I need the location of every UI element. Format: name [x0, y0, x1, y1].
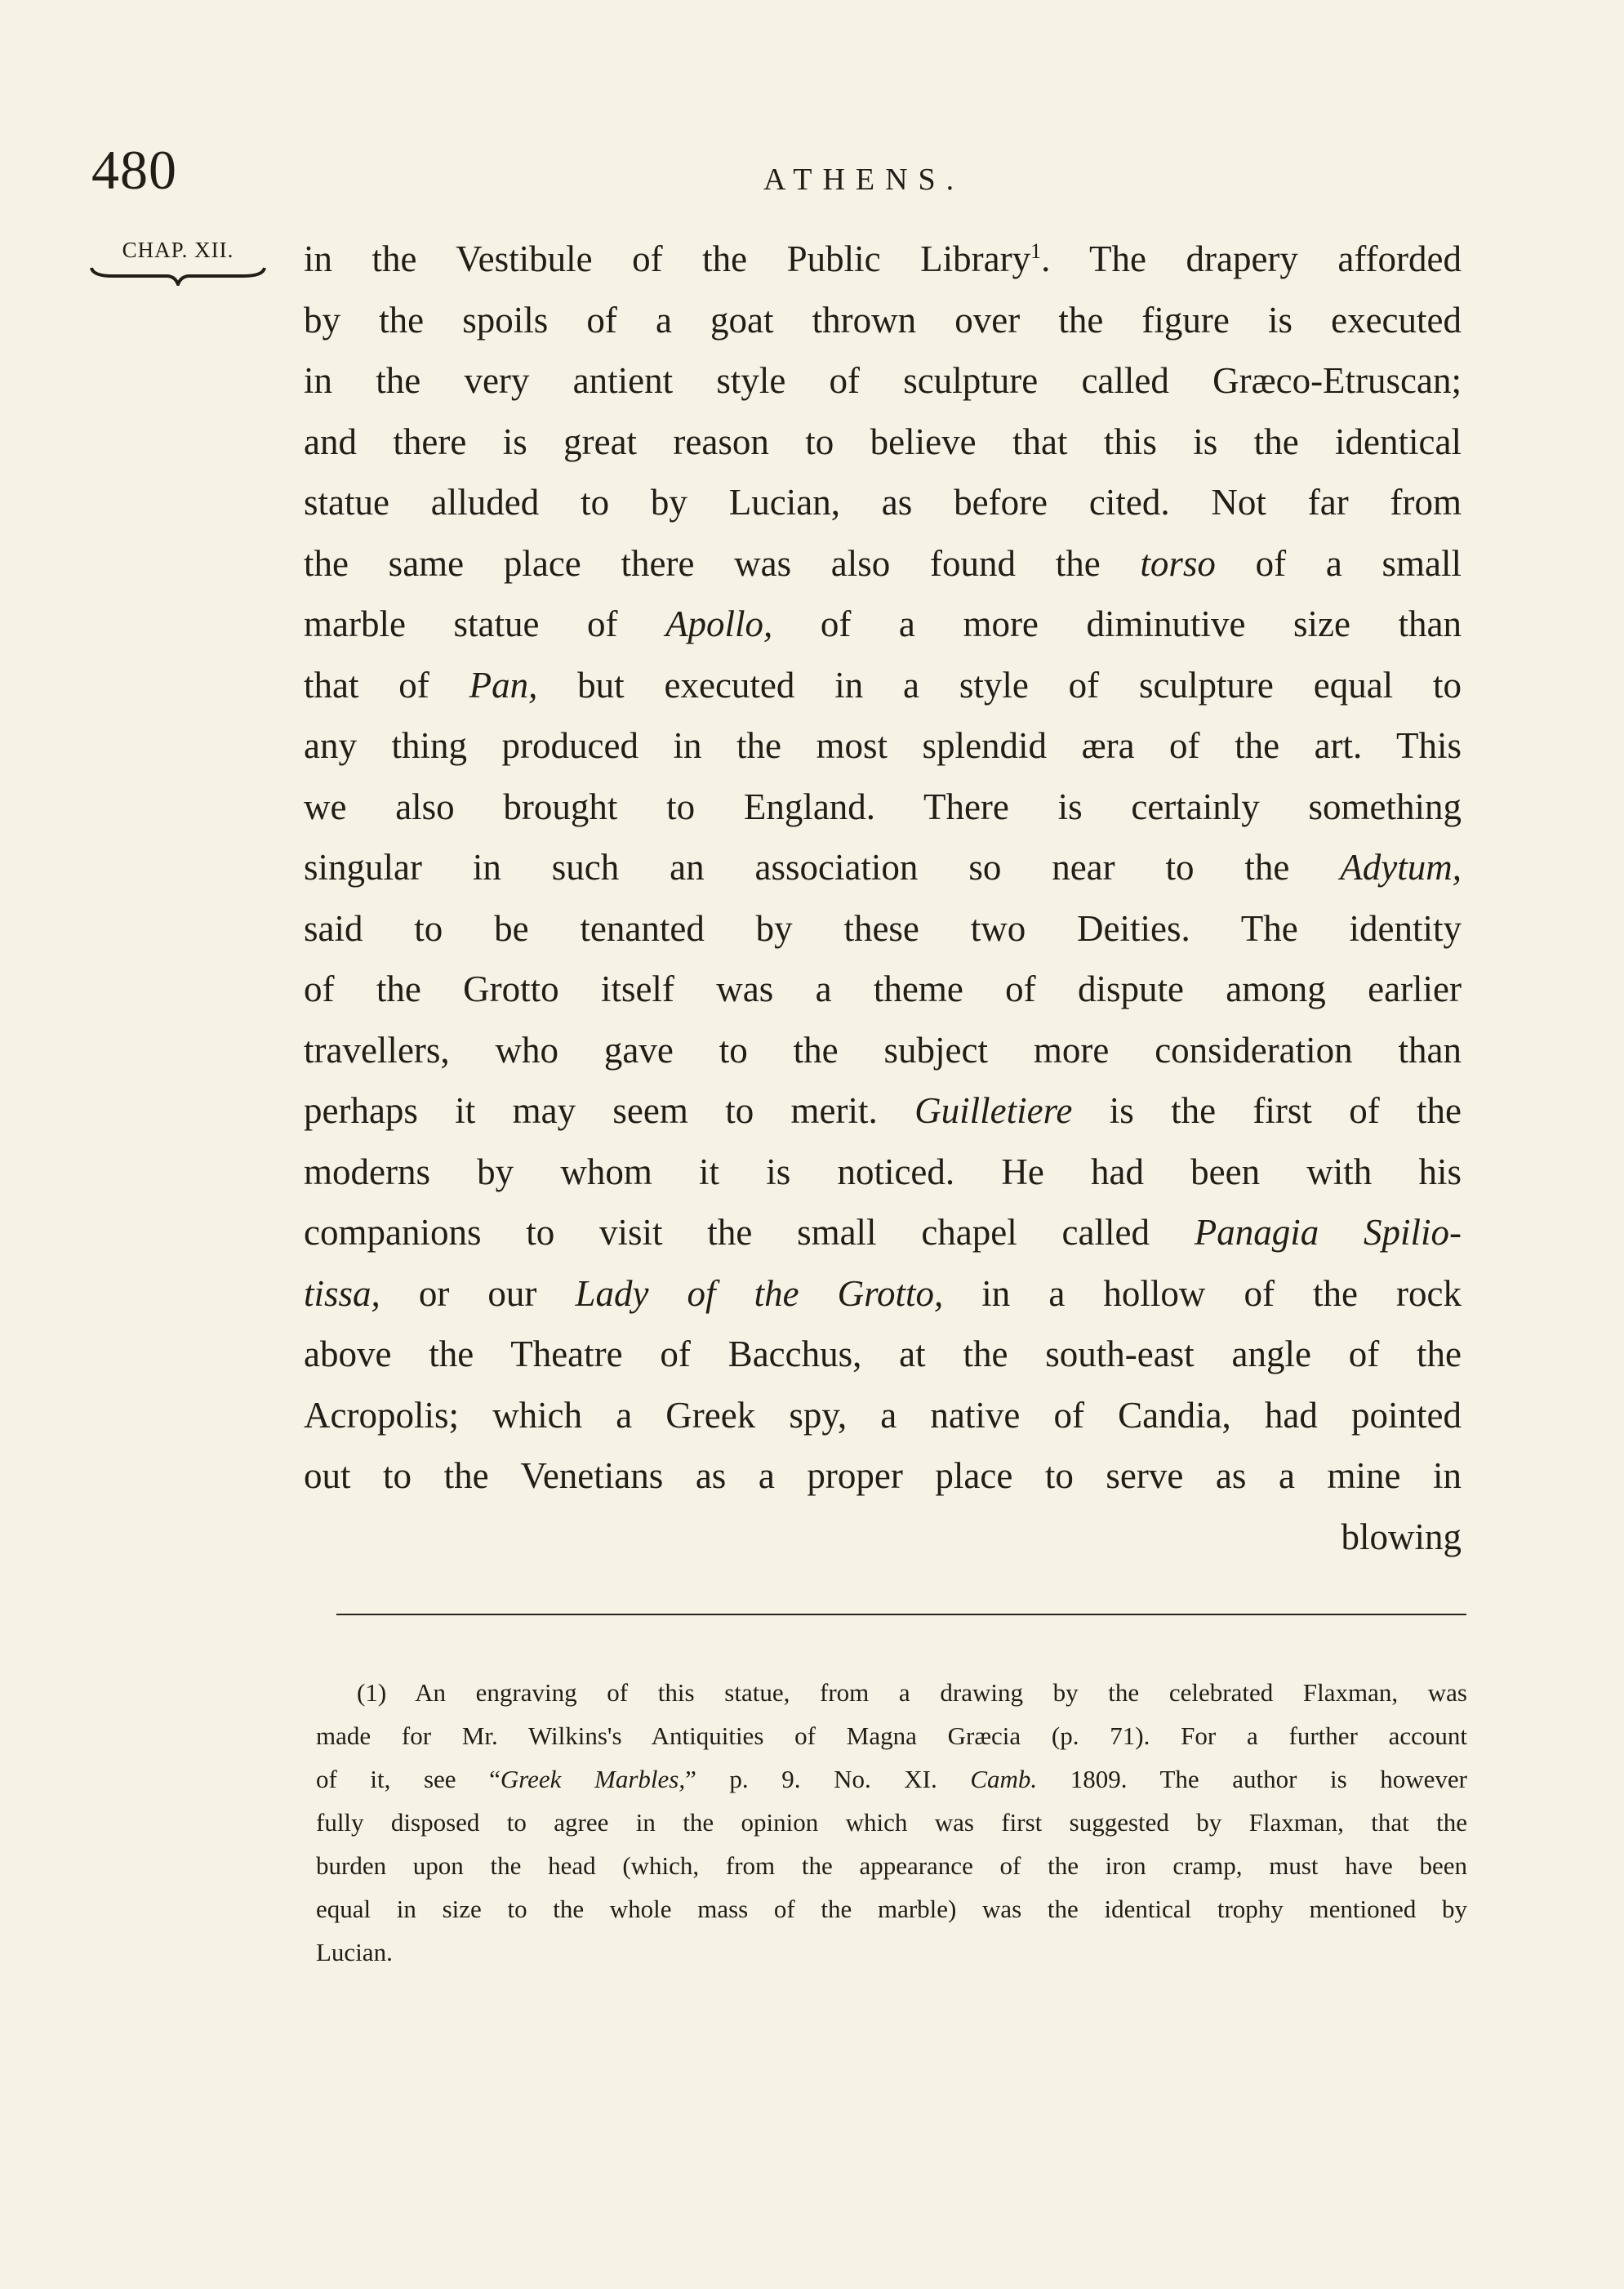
- body-line: [304, 1202, 1462, 1263]
- text-run: Acropolis; which a Greek spy, a native of Candia, had pointed: [304, 1394, 1462, 1436]
- body-line: [304, 1507, 1462, 1568]
- body-line: [304, 1142, 1462, 1203]
- footnote-line: [316, 1801, 1467, 1844]
- text-run: singular in such an association so near to the: [304, 847, 1341, 888]
- text-run: the same place there was also found the: [304, 542, 1141, 584]
- text-run: in a hollow of the rock: [943, 1272, 1462, 1314]
- text-run: Lucian.: [316, 1938, 393, 1966]
- footnote-line: [316, 1671, 1467, 1714]
- body-line: [304, 837, 1462, 898]
- footnote-line: [316, 1714, 1467, 1757]
- italic-text: Adytum,: [1340, 847, 1462, 888]
- footnote-line: [316, 1931, 1467, 1974]
- text-run: perhaps it may seem to merit.: [304, 1090, 915, 1131]
- footnotes: [316, 1671, 1467, 1974]
- body-line: [304, 412, 1462, 473]
- text-run: but executed in a style of sculpture equal to: [537, 664, 1462, 706]
- text-run: out to the Venetians as a proper place to serve as a mine in: [304, 1455, 1462, 1496]
- italic-text: tissa,: [304, 1272, 380, 1314]
- italic-text: Greek Marbles,: [500, 1765, 686, 1793]
- text-run: of a more diminutive size than: [772, 603, 1462, 644]
- italic-text: Panagia Spilio-: [1194, 1212, 1462, 1253]
- body-line: [304, 1324, 1462, 1385]
- text-run: in the Vestibule of the Public Library: [304, 238, 1031, 279]
- italic-text: Pan,: [469, 664, 538, 706]
- text-run: burden upon the head (which, from the appearance of the iron cramp, must have been: [316, 1851, 1467, 1880]
- body-line: [304, 959, 1462, 1020]
- body-line: [304, 1385, 1462, 1446]
- text-run: 1809. The author is however: [1037, 1765, 1468, 1793]
- body-line: [304, 594, 1462, 655]
- text-run: statue alluded to by Lucian, as before cited. Not far from: [304, 482, 1462, 523]
- text-run: of the Grotto itself was a theme of dispute among earlier: [304, 969, 1462, 1009]
- text-run: ” p. 9. No. XI.: [685, 1765, 971, 1793]
- body-line: [304, 1263, 1462, 1325]
- text-run: that of: [304, 664, 469, 706]
- text-run: companions to visit the small chapel called: [304, 1212, 1195, 1253]
- text-run: of a small: [1215, 542, 1462, 584]
- italic-text: Guilletiere: [914, 1090, 1073, 1131]
- text-run: or our: [380, 1272, 576, 1314]
- footnote-line: [316, 1844, 1467, 1887]
- body-line: [304, 350, 1462, 412]
- italic-text: torso: [1140, 542, 1216, 584]
- body-line: [304, 472, 1462, 533]
- brace-icon: [88, 266, 268, 286]
- footnote-line: [316, 1887, 1467, 1931]
- text-run: moderns by whom it is noticed. He had been with his: [304, 1151, 1462, 1192]
- footnote-reference: 1: [1030, 239, 1042, 263]
- text-run: fully disposed to agree in the opinion which was first suggested by Flaxman, that the: [316, 1808, 1467, 1837]
- body-line: [304, 229, 1462, 290]
- text-run: said to be tenanted by these two Deities. The identity: [304, 907, 1462, 949]
- text-run: made for Mr. Wilkins's Antiquities of Magna Græcia (p. 71). For a further account: [316, 1721, 1467, 1750]
- body-line: [304, 777, 1462, 838]
- text-run: any thing produced in the most splendid æra of the art. This: [304, 725, 1462, 766]
- italic-text: Camb.: [970, 1765, 1038, 1793]
- body-line: [304, 533, 1462, 595]
- text-run: (1) An engraving of this statue, from a drawing by the celebrated Flaxman, was: [357, 1678, 1467, 1707]
- text-run: blowing: [1341, 1516, 1462, 1557]
- body-line: [304, 655, 1462, 716]
- text-run: equal in size to the whole mass of the marble) was the identical trophy mentioned by: [316, 1895, 1467, 1923]
- page-number: 480: [91, 139, 177, 201]
- italic-text: Apollo,: [665, 603, 773, 644]
- text-run: . The drapery afforded: [1041, 238, 1462, 279]
- text-run: in the very antient style of sculpture called Græco-Etruscan;: [304, 360, 1462, 401]
- body-line: [304, 715, 1462, 777]
- text-run: above the Theatre of Bacchus, at the south-east angle of the: [304, 1334, 1462, 1374]
- body-line: [304, 898, 1462, 960]
- text-run: marble statue of: [304, 603, 666, 644]
- main-text: [304, 229, 1462, 1567]
- text-run: we also brought to England. There is certainly something: [304, 786, 1462, 827]
- text-run: by the spoils of a goat thrown over the figure is executed: [304, 299, 1462, 341]
- body-line: [304, 1445, 1462, 1507]
- text-run: travellers, who gave to the subject more consideration than: [304, 1029, 1462, 1071]
- text-run: and there is great reason to believe that this is the identical: [304, 421, 1462, 462]
- footnote-divider: [336, 1614, 1466, 1615]
- text-run: of it, see “: [316, 1765, 501, 1793]
- footnote-line: [316, 1757, 1467, 1801]
- chapter-sidenote: [88, 235, 268, 286]
- body-line: [304, 1080, 1462, 1142]
- running-title: ATHENS.: [763, 163, 965, 197]
- body-line: [304, 290, 1462, 351]
- chapter-label: CHAP. XII.: [122, 238, 234, 262]
- body-line: [304, 1020, 1462, 1081]
- italic-text: Lady of the Grotto,: [575, 1272, 944, 1314]
- text-run: is the first of the: [1072, 1090, 1462, 1131]
